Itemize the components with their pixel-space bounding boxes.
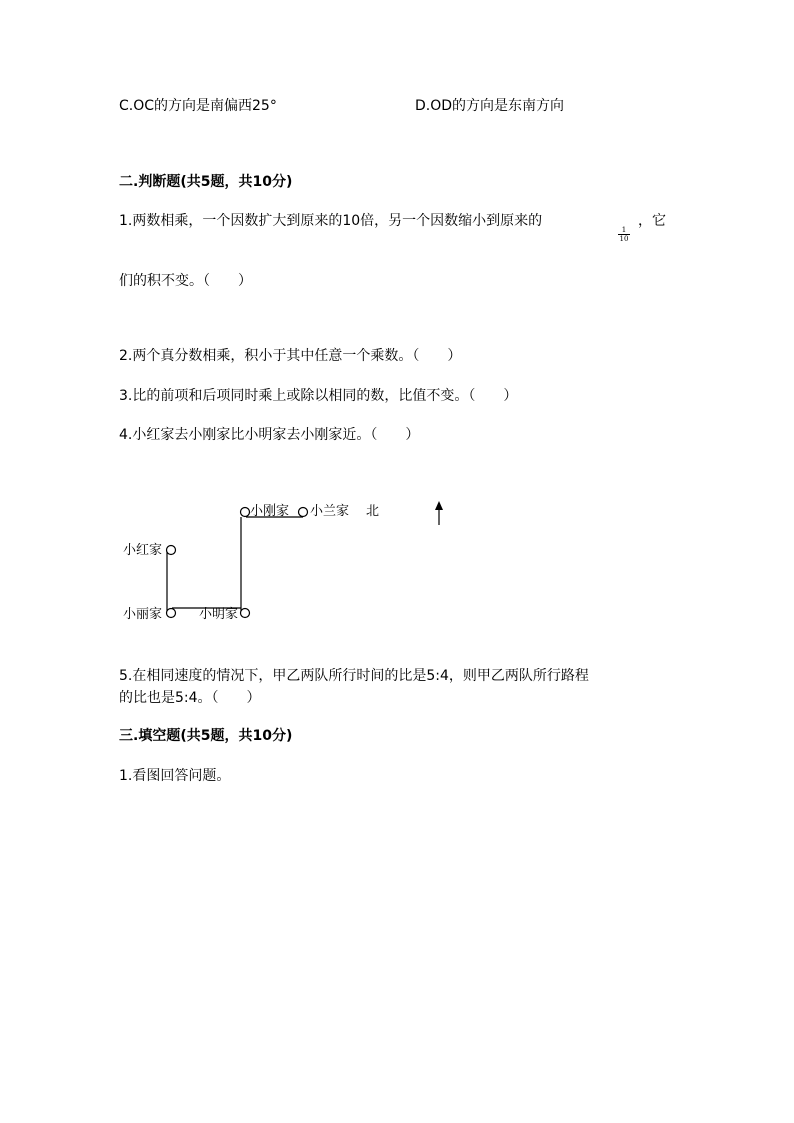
q1-line1: 1.两数相乘，一个因数扩大到原来的10倍，另一个因数缩小到原来的 bbox=[119, 213, 543, 229]
fraction-numerator: 1 bbox=[618, 226, 630, 235]
q4: 4.小红家去小刚家比小明家去小刚家近。（ ） bbox=[119, 427, 420, 443]
label-xiaohong: 小红家 bbox=[123, 543, 163, 558]
label-xiaoli: 小丽家 bbox=[123, 607, 163, 622]
q5-line1: 5.在相同速度的情况下，甲乙两队所行时间的比是5:4，则甲乙两队所行路程 bbox=[119, 668, 589, 684]
q5-line2: 的比也是5:4。（ ） bbox=[119, 690, 261, 706]
label-xiaogang: 小刚家 bbox=[250, 504, 290, 519]
label-xiaolan: 小兰家 bbox=[310, 504, 350, 519]
option-d: D.OD的方向是东南方向 bbox=[415, 98, 565, 114]
section3-q1: 1.看图回答问题。 bbox=[119, 768, 231, 784]
q2: 2.两个真分数相乘，积小于其中任意一个乘数。（ ） bbox=[119, 348, 462, 364]
q3: 3.比的前项和后项同时乘上或除以相同的数，比值不变。（ ） bbox=[119, 388, 518, 404]
label-xiaoming: 小明家 bbox=[199, 607, 239, 622]
fraction-denominator: 10 bbox=[619, 235, 629, 243]
q1-line2: 们的积不变。（ ） bbox=[119, 273, 252, 289]
label-north: 北 bbox=[366, 504, 380, 519]
option-c: C.OC的方向是南偏西25° bbox=[119, 98, 277, 114]
section2-heading: 二.判断题(共5题，共10分) bbox=[119, 174, 293, 190]
section3-heading: 三.填空题(共5题，共10分) bbox=[119, 728, 293, 744]
q1-tail: ，它 bbox=[638, 213, 666, 229]
